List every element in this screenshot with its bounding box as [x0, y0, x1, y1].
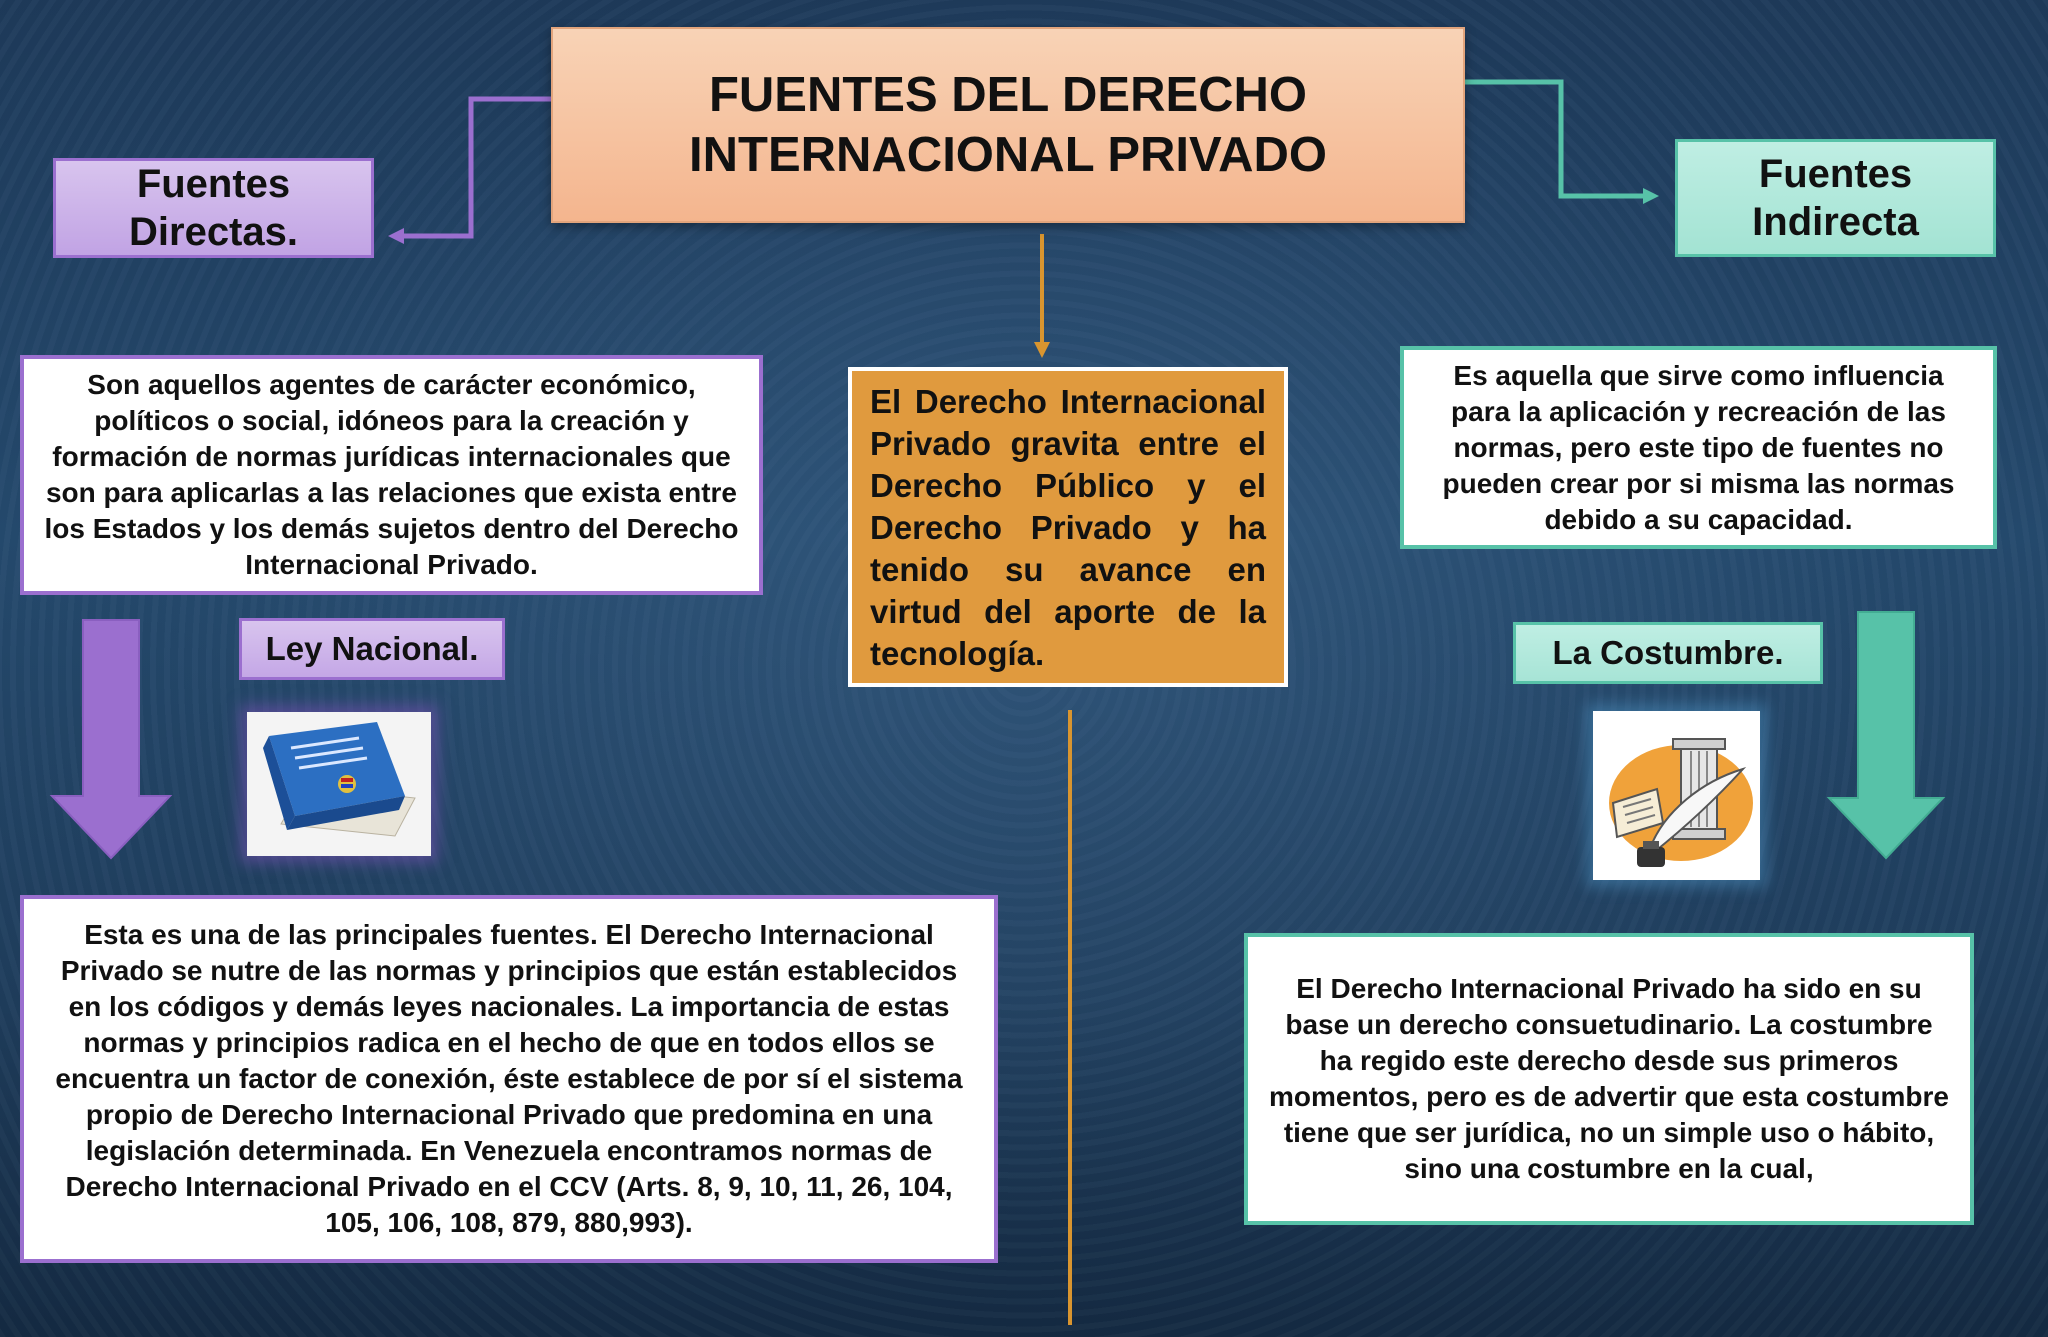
- right-down-arrow: [1829, 612, 1943, 858]
- ley-nacional-label: [239, 618, 505, 680]
- fuentes-directas-label: [53, 158, 374, 258]
- center-summary-box: [848, 367, 1288, 687]
- left-connector: [400, 99, 551, 236]
- ley-nacional-description-text: Esta es una de las principales fuentes. El Derecho Internacional Privado se nutre de las normas y principios que están establecidos en los códigos y demás leyes nacionales. La importancia de estas normas y principios radica en el hecho de que en todos ellos se encuentra un factor de conexión, éste establece de por sí el sistema propio de Derecho Internacional Privado que predomina en una legislación determinada. En Venezuela encontramos normas de Derecho Internacional Privado en el CCV (Arts. 8, 9, 10, 11, 26, 104, 105, 106, 108, 879, 880,993).: [55, 919, 963, 1238]
- la-costumbre-description-text: El Derecho Internacional Privado ha sido en su base un derecho consuetudinario. La costumbre ha regido este derecho desde sus primeros momentos, pero es de advertir que esta costumbre tiene que ser jurídica, no un simple uso o hábito, sino una costumbre en la cual,: [1269, 973, 1949, 1184]
- ley-nacional-text: Ley Nacional.: [265, 630, 479, 667]
- law-book-icon: [247, 712, 431, 856]
- center-summary-text: El Derecho Internacional Privado gravita entre el Derecho Público y el Derecho Privado y ha tenido su avance en virtud del aporte de la tecnología.: [870, 383, 1266, 672]
- left-down-arrow: [52, 620, 170, 858]
- column-scroll-quill-icon: [1593, 711, 1760, 880]
- law-book-illustration: [247, 712, 431, 856]
- fuentes-directas-definition-text: Son aquellos agentes de carácter económico, políticos o social, idóneos para la creación y formación de normas jurídicas internacionales que son para aplicarlas a las relaciones que exista entre los Estados y los demás sujetos dentro del Derecho Internacional Privado.: [44, 369, 739, 580]
- ley-nacional-description: [20, 895, 998, 1263]
- left-connector-arrowhead: [388, 228, 404, 244]
- la-costumbre-description: [1244, 933, 1974, 1225]
- fuentes-indirecta-label: [1675, 139, 1996, 257]
- right-connector-arrowhead: [1643, 188, 1659, 204]
- center-connector-arrowhead: [1034, 342, 1050, 358]
- fuentes-indirecta-definition-text: Es aquella que sirve como influencia para la aplicación y recreación de las normas, pero este tipo de fuentes no pueden crear por si misma las normas debido a su capacidad.: [1442, 359, 1955, 535]
- fuentes-directas-text: Fuentes Directas.: [129, 162, 298, 254]
- main-title: [551, 27, 1465, 223]
- la-costumbre-label: [1513, 622, 1823, 684]
- fuentes-indirecta-definition: [1400, 346, 1997, 549]
- fuentes-directas-definition: [20, 355, 763, 595]
- fuentes-indirecta-text: Fuentes Indirecta: [1752, 152, 1919, 244]
- main-title-text: FUENTES DEL DERECHO INTERNACIONAL PRIVADO: [689, 68, 1327, 182]
- la-costumbre-text: La Costumbre.: [1552, 634, 1784, 671]
- right-connector: [1465, 82, 1645, 196]
- costumbre-illustration: [1593, 711, 1760, 880]
